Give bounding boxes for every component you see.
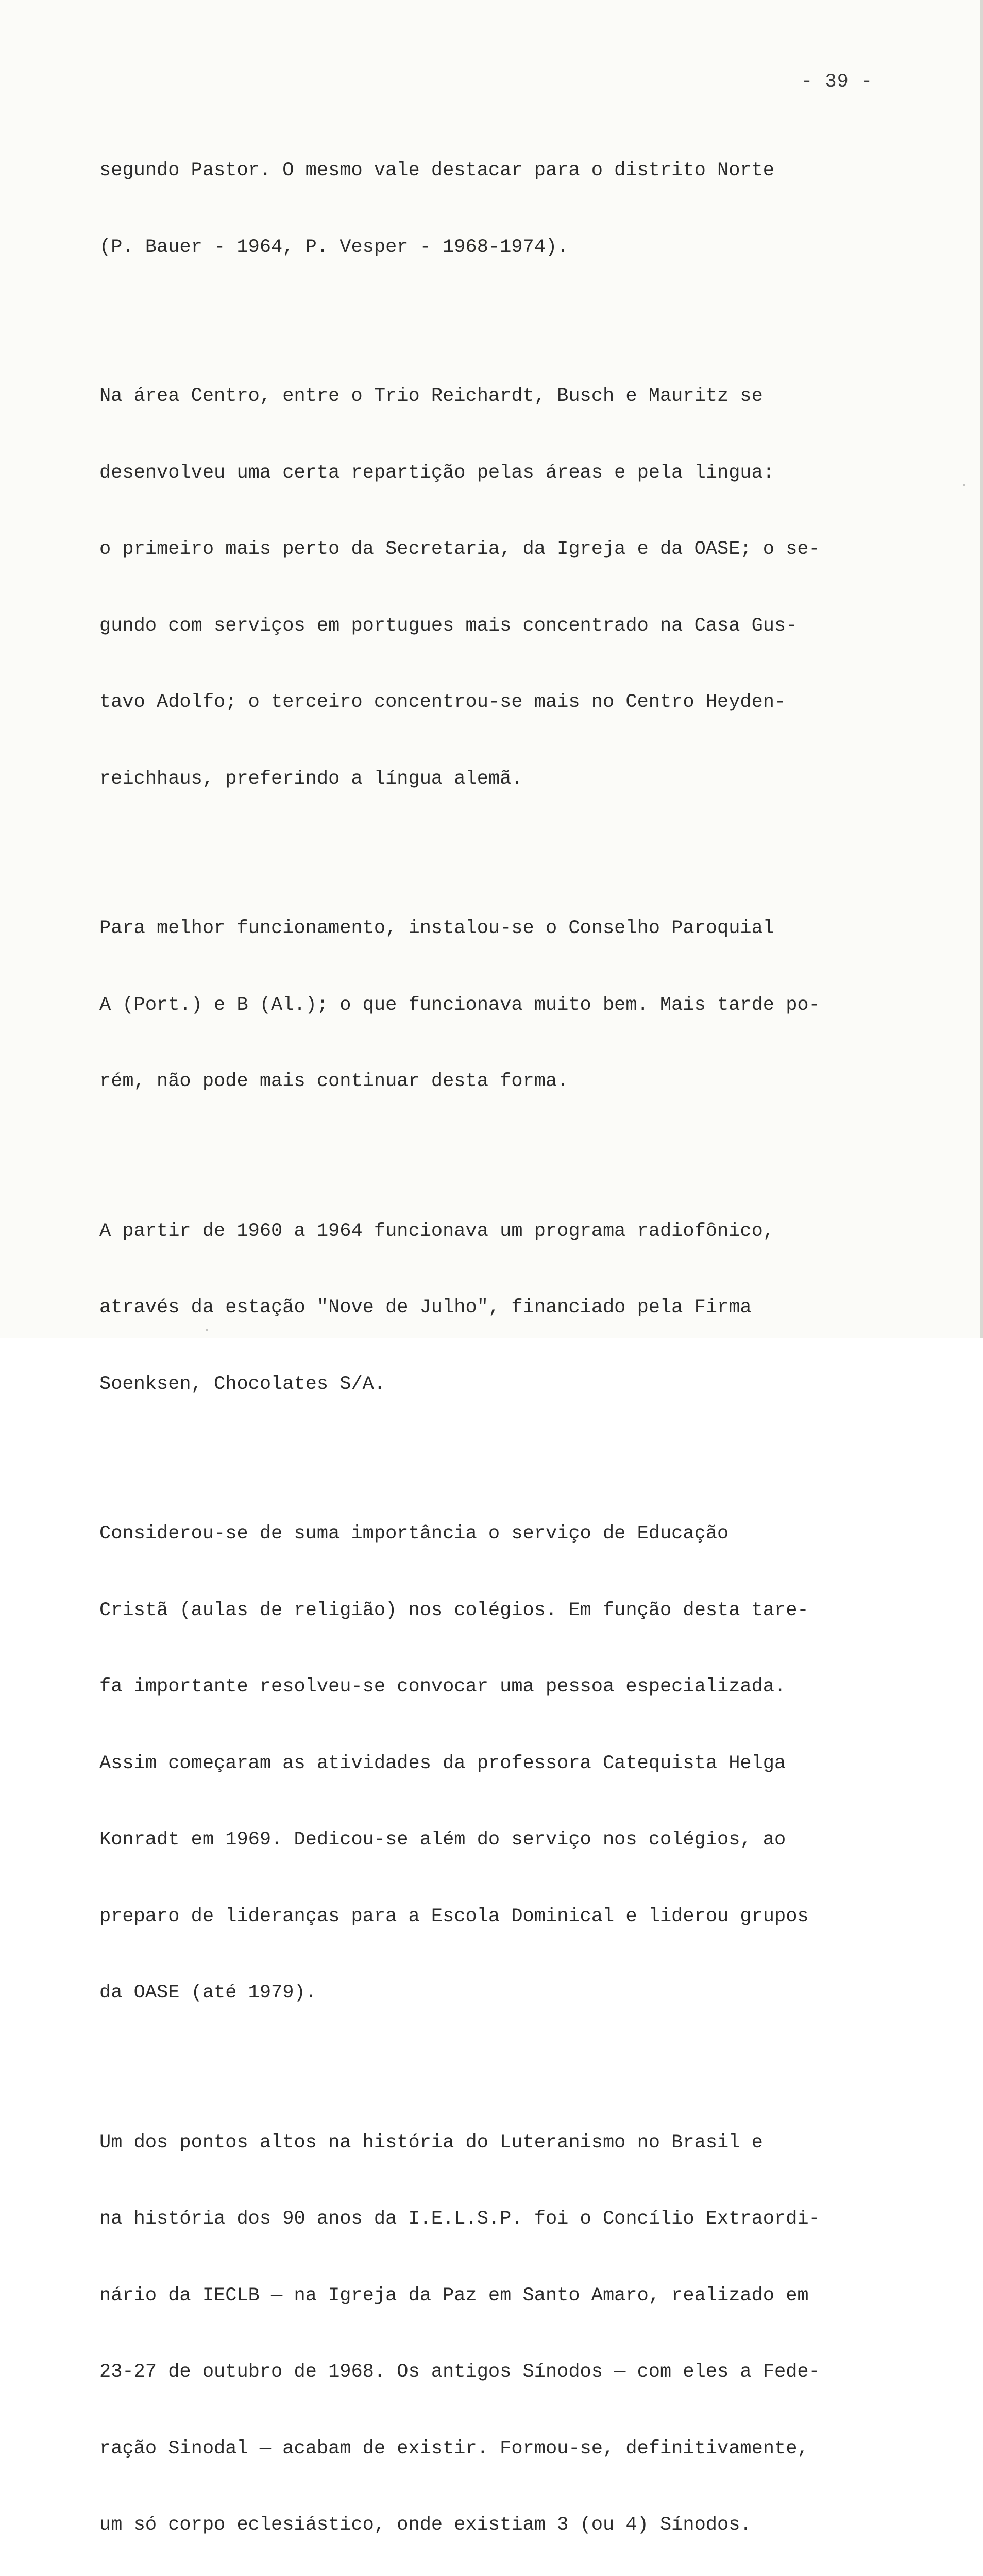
- scan-speck: [963, 484, 965, 486]
- page-number: - 39 -: [801, 71, 873, 93]
- text-line: gundo com serviços em portugues mais concentrado na Casa Gus-: [99, 614, 924, 639]
- text-line: o primeiro mais perto da Secretaria, da Igreja e da OASE; o se-: [99, 537, 924, 563]
- text-line: nário da IECLB — na Igreja da Paz em Santo Amaro, realizado em: [99, 2283, 924, 2309]
- text-line: Na área Centro, entre o Trio Reichardt, Busch e Mauritz se: [99, 384, 924, 410]
- text-line: Considerou-se de suma importância o serviço de Educação: [99, 1521, 924, 1547]
- text-line: reichhaus, preferindo a língua alemã.: [99, 767, 924, 792]
- text-line: Cristã (aulas de religião) nos colégios. Em função desta tare-: [99, 1598, 924, 1624]
- text-line: Um dos pontos altos na história do Luteranismo no Brasil e: [99, 2130, 924, 2156]
- text-line: Konradt em 1969. Dedicou-se além do serviço nos colégios, ao: [99, 1827, 924, 1853]
- text-line: tavo Adolfo; o terceiro concentrou-se mais no Centro Heyden-: [99, 690, 924, 716]
- text-line: (P. Bauer - 1964, P. Vesper - 1968-1974).: [99, 235, 924, 261]
- text-line: um só corpo eclesiástico, onde existiam 3 (ou 4) Sínodos.: [99, 2513, 924, 2538]
- text-line: na história dos 90 anos da I.E.L.S.P. foi o Concílio Extraordi-: [99, 2207, 924, 2232]
- page-body: [99, 107, 924, 2576]
- text-line: rém, não pode mais continuar desta forma.: [99, 1069, 924, 1095]
- paragraph-1: [99, 107, 924, 311]
- text-line: Assim começaram as atividades da professora Catequista Helga: [99, 1751, 924, 1777]
- text-line: fa importante resolveu-se convocar uma pessoa especializada.: [99, 1674, 924, 1700]
- paragraph-2: [99, 333, 924, 843]
- text-line: através da estação "Nove de Julho", financiado pela Firma: [99, 1295, 924, 1321]
- text-line: Soenksen, Chocolates S/A.: [99, 1372, 924, 1398]
- scan-speck: [206, 1329, 208, 1331]
- text-line: da OASE (até 1979).: [99, 1980, 924, 2006]
- text-line: A partir de 1960 a 1964 funcionava um programa radiofônico,: [99, 1219, 924, 1245]
- paragraph-4: [99, 1168, 924, 1449]
- paragraph-6: [99, 2079, 924, 2576]
- text-line: segundo Pastor. O mesmo vale destacar para o distrito Norte: [99, 158, 924, 184]
- paragraph-3: [99, 865, 924, 1146]
- paragraph-5: [99, 1470, 924, 2057]
- text-line: A (Port.) e B (Al.); o que funcionava muito bem. Mais tarde po-: [99, 993, 924, 1019]
- text-line: desenvolveu uma certa repartição pelas áreas e pela lingua:: [99, 461, 924, 486]
- text-line: Para melhor funcionamento, instalou-se o Conselho Paroquial: [99, 916, 924, 942]
- text-line: preparo de lideranças para a Escola Dominical e liderou grupos: [99, 1904, 924, 1930]
- text-line: ração Sinodal — acabam de existir. Formou-se, definitivamente,: [99, 2436, 924, 2462]
- text-line: 23-27 de outubro de 1968. Os antigos Sínodos — com eles a Fede-: [99, 2360, 924, 2385]
